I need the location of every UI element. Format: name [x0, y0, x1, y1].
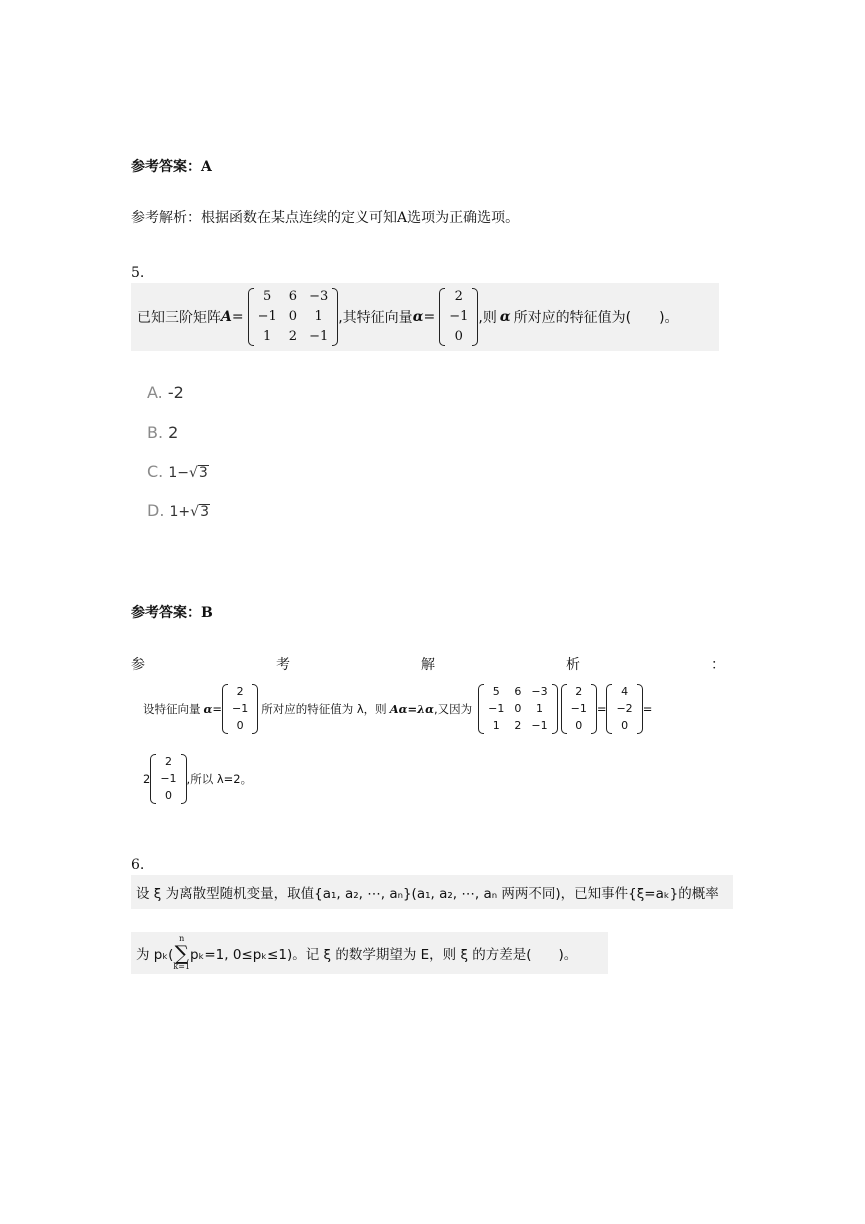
- analysis-text: 根据函数在某点连续的定义可知A选项为正确选项。: [201, 210, 520, 226]
- vector-cell: 0: [236, 719, 244, 732]
- matrix-cell: −1: [257, 309, 277, 324]
- analysis-vector-3: [150, 754, 186, 804]
- vector-cell: −2: [616, 702, 633, 715]
- answer-value: A: [201, 159, 212, 175]
- analysis-5-line-1: [143, 680, 652, 738]
- matrix-cell: 1: [263, 329, 272, 344]
- matrix-a: [248, 288, 339, 346]
- analysis-matrix: [478, 684, 557, 734]
- analysis-label: 参考解析：: [131, 210, 201, 226]
- matrix-cell: −1: [309, 329, 329, 344]
- matrix-cell: −3: [309, 289, 329, 304]
- summation: [173, 934, 190, 972]
- heading-char: ：: [711, 657, 725, 673]
- answer-4: [131, 157, 212, 177]
- vector-cells: [567, 684, 591, 734]
- matrix-name: A: [221, 309, 232, 325]
- vector-name: α: [203, 702, 213, 716]
- option-text: 1+: [169, 504, 191, 520]
- vector-cells: [228, 684, 252, 734]
- matrix-cell: 6: [288, 289, 298, 304]
- question-5-stem: [131, 283, 719, 351]
- vector-name: α: [412, 309, 424, 325]
- line1-mid: 所对应的特征值为 λ，则: [261, 702, 387, 716]
- result-cells: [612, 684, 636, 734]
- option-label: B.: [147, 423, 164, 442]
- matrix-cell: −1: [488, 702, 505, 715]
- question-6-line-1: [131, 875, 733, 909]
- line1-prefix: 设特征向量: [143, 702, 201, 716]
- line2-suffix: ,所以 λ=2。: [186, 772, 253, 786]
- analysis-5-line-2: [143, 750, 252, 808]
- option-c[interactable]: [147, 462, 209, 481]
- vector-cells: [156, 754, 180, 804]
- matrix-cell: 2: [514, 719, 522, 732]
- analysis-result: [606, 684, 642, 734]
- line1-mid2: ,又因为: [434, 702, 473, 716]
- matrix-cell: 2: [288, 329, 298, 344]
- matrix-cell: 1: [314, 309, 323, 324]
- line2-coef: 2: [143, 772, 151, 786]
- sqrt-icon: √: [189, 465, 198, 481]
- answer-label: 参考答案：: [131, 605, 201, 621]
- matrix-cell: 5: [263, 289, 272, 304]
- stem-suffix-2: 所对应的特征值为( )。: [513, 310, 679, 326]
- answer-value: B: [201, 605, 213, 621]
- vector-cell: −1: [232, 702, 249, 715]
- vector-cell: 2: [454, 289, 463, 304]
- option-text: 1−: [168, 465, 189, 481]
- vector-cell: 2: [164, 755, 172, 768]
- vector-cell: −1: [570, 702, 587, 715]
- vector-alpha: [439, 288, 478, 346]
- analysis-vector: [222, 684, 258, 734]
- option-text: 2: [168, 423, 179, 442]
- matrix-a-cells: [254, 288, 333, 346]
- heading-char: 解: [421, 657, 435, 673]
- vector-name-2: α: [499, 309, 511, 325]
- analysis-4: [131, 208, 519, 228]
- equals-sign: =: [596, 702, 607, 716]
- matrix-cell: −1: [531, 719, 548, 732]
- vector-cell: 0: [621, 719, 629, 732]
- matrix-cell: 0: [514, 702, 522, 715]
- option-label: A.: [147, 383, 163, 402]
- option-label: D.: [147, 501, 165, 520]
- answer-5: [131, 603, 213, 623]
- matrix-cell: 0: [288, 309, 298, 324]
- matrix-cell: 1: [536, 702, 543, 715]
- equals-sign: =: [423, 309, 436, 325]
- matrix-cell: −3: [531, 685, 548, 698]
- option-label: C.: [147, 462, 164, 481]
- radicand: 3: [198, 465, 208, 481]
- stem-suffix-1: ,则: [478, 310, 497, 326]
- sum-bottom: k=1: [173, 962, 191, 971]
- sigma-icon: ∑: [174, 941, 189, 965]
- equals-sign: =: [231, 309, 244, 325]
- vector-cell: 0: [454, 329, 463, 344]
- heading-char: 考: [276, 657, 290, 673]
- stem-mid: ,其特征向量: [338, 310, 413, 326]
- stem-prefix: 已知三阶矩阵: [137, 310, 221, 326]
- option-text: -2: [167, 383, 184, 402]
- matrix-cell: 5: [492, 685, 500, 698]
- vector-cell: 4: [621, 685, 629, 698]
- matrix-cell: 1: [492, 719, 500, 732]
- q6-line2-suffix: pₖ=1, 0≤pₖ≤1)。记 ξ 的数学期望为 E，则 ξ 的方差是( )。: [190, 947, 578, 963]
- vector-cell: −1: [449, 309, 469, 324]
- question-6-line-2: [131, 932, 608, 974]
- analysis-5-heading: [131, 654, 725, 674]
- vector-cell: 0: [575, 719, 583, 732]
- heading-char: 析: [566, 657, 580, 673]
- option-d[interactable]: [147, 501, 210, 520]
- option-b[interactable]: [147, 423, 178, 442]
- heading-char: 参: [131, 657, 145, 673]
- vector-cell: 2: [575, 685, 583, 698]
- equals-sign: =: [212, 702, 222, 716]
- answer-label: 参考答案：: [131, 159, 201, 175]
- question-5-number: 5.: [131, 265, 145, 281]
- q6-line2-prefix: 为 pₖ(: [136, 947, 174, 963]
- equals-sign: =: [642, 702, 653, 716]
- sqrt-icon: √: [190, 504, 200, 520]
- vector-cell: −1: [160, 772, 177, 785]
- radicand: 3: [200, 504, 209, 520]
- vector-cell: 0: [164, 789, 172, 802]
- relation: Aα=λα: [389, 702, 435, 716]
- question-6-number: 6.: [131, 857, 145, 873]
- analysis-vector-2: [561, 684, 597, 734]
- vector-alpha-cells: [445, 288, 472, 346]
- option-a[interactable]: [147, 383, 184, 402]
- sum-top: n: [179, 934, 185, 943]
- q6-line1-text: 设 ξ 为离散型随机变量，取值{a₁, a₂, ⋯, aₙ}(a₁, a₂, ⋯, aₙ 两两不同)，已知事件{ξ=aₖ}的概率: [136, 886, 719, 902]
- matrix-cell: 6: [514, 685, 522, 698]
- vector-cell: 2: [236, 685, 244, 698]
- matrix-cells: [484, 684, 551, 734]
